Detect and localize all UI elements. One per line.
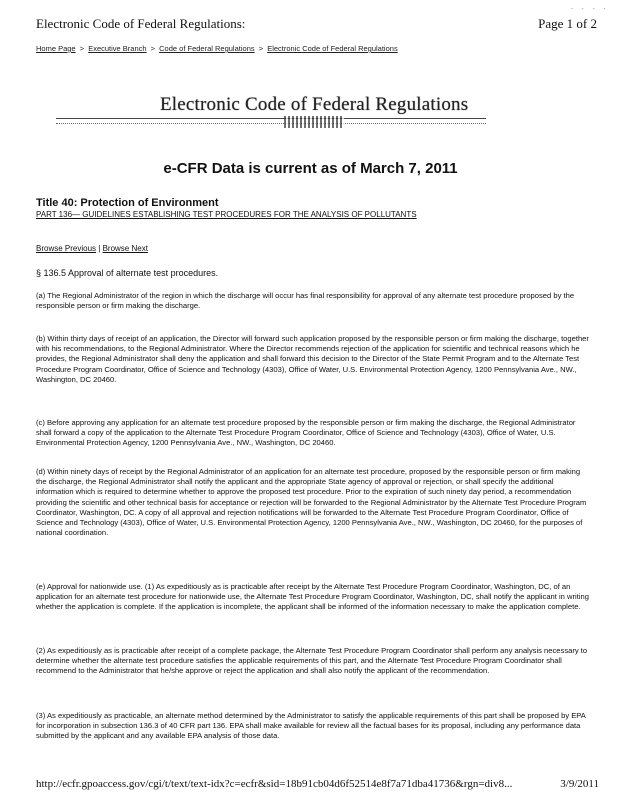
banner-title: Electronic Code of Federal Regulations — [160, 94, 469, 115]
breadcrumb-home[interactable]: Home Page — [36, 44, 76, 53]
paragraph-e1: (e) Approval for nationwide use. (1) As expeditiously as is practicable after receipt by the Alternate Test Procedure Program Coordinator, Washington, DC, of an application for an alternate test procedure for nationwide use, the Alternate Test Procedure Program Coordinator, Washington, DC, shall notify the applicant in writing whether the application is complete. If the application is incomplete, the applicant shall be informed of the information necessary to make the application complete. — [36, 582, 589, 612]
page-number: Page 1 of 2 — [538, 16, 597, 31]
breadcrumb-cfr[interactable]: Code of Federal Regulations — [159, 44, 255, 53]
breadcrumb-executive-branch[interactable]: Executive Branch — [88, 44, 147, 53]
browse-previous-link[interactable]: Browse Previous — [36, 244, 97, 253]
source-url: http://ecfr.gpoaccess.gov/cgi/t/text/text-idx?c=ecfr&sid=18b91cb04d6f52514e8f7a71dba41736&rgn=div8... — [36, 778, 513, 790]
paragraph-c: (c) Before approving any application for an alternate test procedure proposed by the responsible person or firm making the discharge, the Regional Administrator shall forward a copy of the application to the Alternate Test Procedure Program Coordinator, Office of Science and Technology (4303), Office of Water, U.S. Environmental Protection Agency, 1200 Pennsylvania Ave., NW., Washington, DC 20460. — [36, 418, 576, 448]
document-header-title: Electronic Code of Federal Regulations: — [36, 16, 246, 31]
breadcrumb-ecfr[interactable]: Electronic Code of Federal Regulations — [267, 44, 398, 53]
print-date: 3/9/2011 — [560, 778, 599, 790]
browse-navigation — [36, 244, 148, 253]
browse-separator: | — [98, 244, 101, 253]
breadcrumb-separator: > — [79, 44, 85, 53]
part-heading-link[interactable]: PART 136— GUIDELINES ESTABLISHING TEST PROCEDURES FOR THE ANALYSIS OF POLLUTANTS — [36, 210, 417, 219]
breadcrumb — [36, 44, 398, 53]
data-currency-notice: e-CFR Data is current as of March 7, 2011 — [163, 160, 458, 177]
paragraph-d: (d) Within ninety days of receipt by the Regional Administrator of an application for an alternate test procedure, proposed by the responsible person or firm making the discharge, the Regional Administrator shall notify the applicant and the appropriate State agency of approval or rejection, or shall specify the additional information which is required to determine whether to approve the proposed test procedure. Prior to the expiration of such ninety day period, a recommendation providing the scientific and other technical basis for acceptance or rejection will be forwarded to the Regional Administrator by the Alternate Test Procedure Program Coordinator, Washington, DC. A copy of all approval and rejection notifications will be forwarded to the Alternate Test Procedure Program Coordinator, Office of Science and Technology (4303), Office of Water, U.S. Environmental Protection Agency, 1200 Pennsylvania Ave., NW., Washington, DC 20460, for the purposes of national coordination. — [36, 467, 587, 538]
ecfr-banner — [36, 86, 556, 130]
paragraph-b: (b) Within thirty days of receipt of an application, the Director will forward such application proposed by the responsible person or firm making the discharge, together with his recommendations, to the Regional Administrator. Where the Director recommends rejection of the application for scientific and technical reasons which he provides, the Regional Administrator shall deny the application and shall forward this decision to the Director of the State Permit Program and to the Alternate Test Procedure Program Coordinator, Office of Science and Technology (4303), Office of Water, U.S. Environmental Protection Agency, 1200 Pennsylvania Ave., NW., Washington, DC 20460. — [36, 334, 589, 384]
browse-next-link[interactable]: Browse Next — [102, 244, 148, 253]
page-corner-marks: · · · · — [570, 4, 609, 13]
ecfr-logo-icon — [284, 116, 344, 128]
paragraph-a: (a) The Regional Administrator of the region in which the discharge will occur has final responsibility for approval of any alternate test procedure proposed by the responsible person or firm making the discharge. — [36, 291, 575, 311]
section-heading: § 136.5 Approval of alternate test procedures. — [36, 268, 219, 278]
breadcrumb-separator: > — [150, 44, 156, 53]
paragraph-e2: (2) As expeditiously as is practicable after receipt of a complete package, the Alternate Test Procedure Program Coordinator shall perform any analysis necessary to determine whether the alternate test procedure satisfies the applicable requirements of this part, and the Alternate Test Procedure Program Coordinator shall recommend to the Administrator that he/she approve or reject the application and shall also notify the applicant of the recommendation. — [36, 646, 588, 676]
banner-rule — [56, 118, 486, 124]
cfr-title-heading: Title 40: Protection of Environment — [36, 197, 219, 209]
paragraph-e3: (3) As expeditiously as practicable, an alternate method determined by the Administrator to satisfy the applicable requirements of this part shall be proposed by EPA for incorporation in subsection 136.3 of 40 CFR part 136. EPA shall make available for review all the factual bases for its proposal, including any performance data submitted by the applicant and any available EPA analysis of those data. — [36, 711, 586, 741]
breadcrumb-separator: > — [258, 44, 264, 53]
